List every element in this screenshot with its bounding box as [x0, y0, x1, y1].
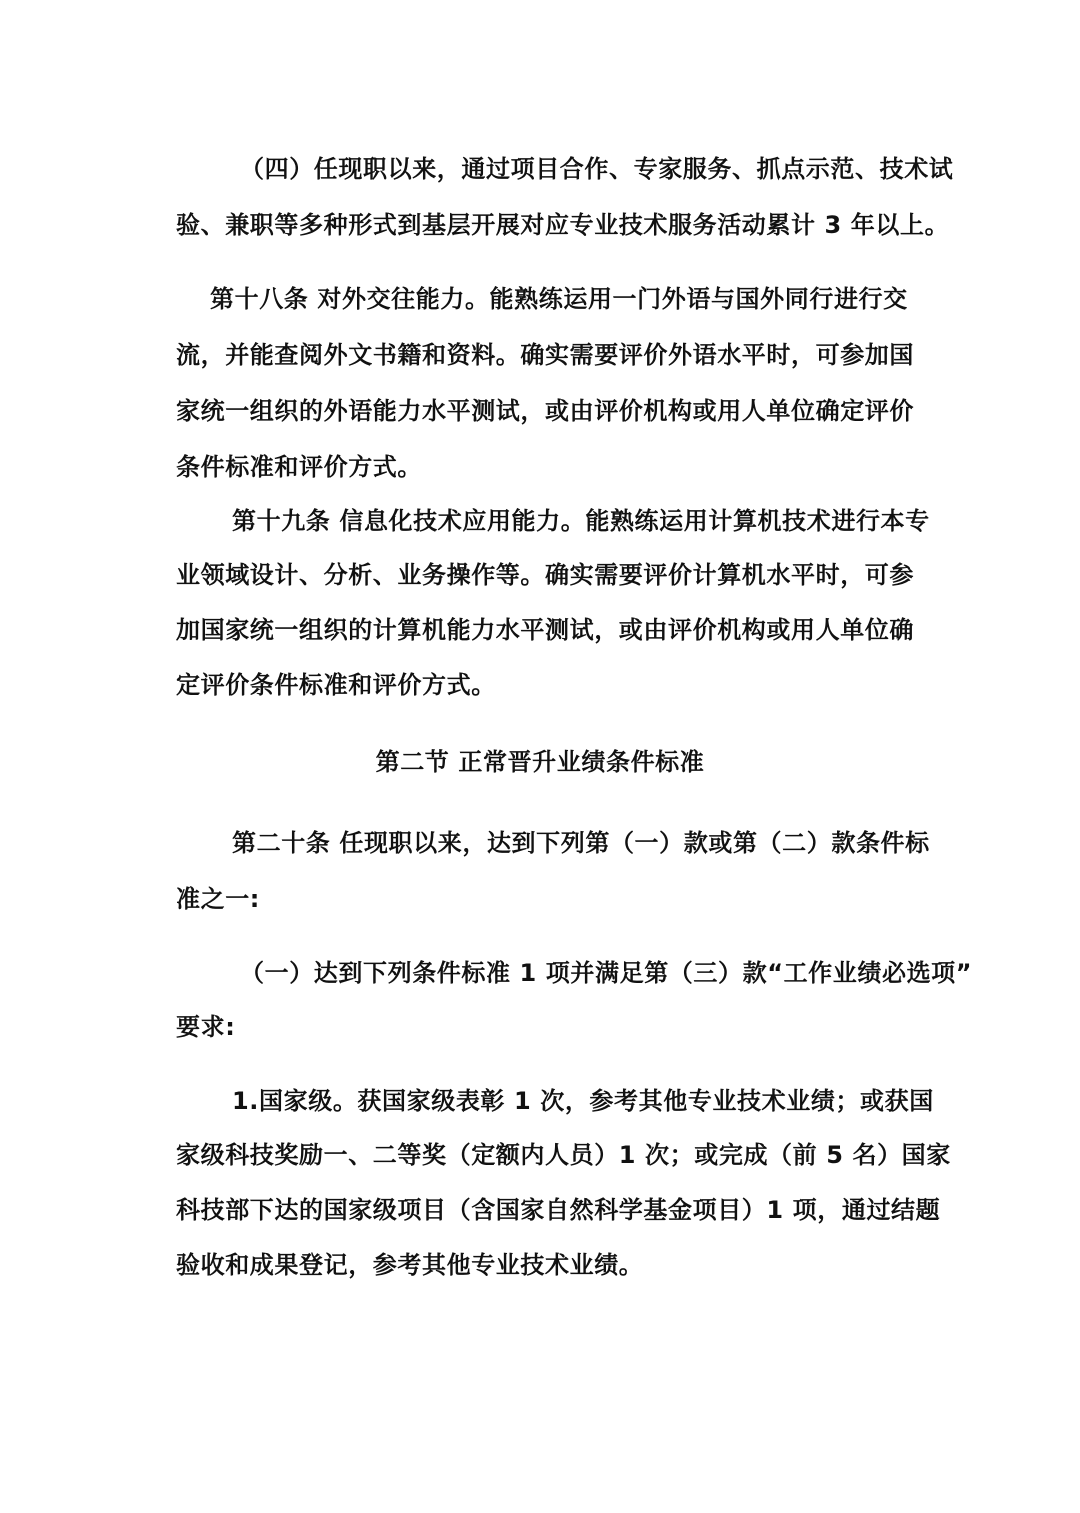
article-18-line-3: 家统一组织的外语能力水平测试，或由评价机构或用人单位确定评价: [176, 397, 914, 425]
article-18-line-2: 流，并能查阅外文书籍和资料。确实需要评价外语水平时，可参加国: [176, 341, 914, 369]
para-1-line-1: （四）任现职以来，通过项目合作、专家服务、抓点示范、技术试: [240, 155, 954, 183]
article-19-line-3: 加国家统一组织的计算机能力水平测试，或由评价机构或用人单位确: [176, 616, 914, 644]
clause-1-line-2: 要求:: [176, 1013, 236, 1041]
item-1-line-2: 家级科技奖励一、二等奖（定额内人员）1 次；或完成（前 5 名）国家: [176, 1141, 951, 1169]
clause-1-line-1: （一）达到下列条件标准 1 项并满足第（三）款“工作业绩必选项”: [240, 959, 973, 987]
article-19-line-4: 定评价条件标准和评价方式。: [176, 671, 496, 699]
section-heading: 第二节 正常晋升业绩条件标准: [375, 748, 705, 776]
article-18-line-4: 条件标准和评价方式。: [176, 453, 422, 481]
article-18-line-1: 第十八条 对外交往能力。能熟练运用一门外语与国外同行进行交: [210, 285, 908, 313]
item-1-line-3: 科技部下达的国家级项目（含国家自然科学基金项目）1 项，通过结题: [176, 1196, 941, 1224]
para-1-line-2: 验、兼职等多种形式到基层开展对应专业技术服务活动累计 3 年以上。: [176, 211, 950, 239]
article-19-line-1: 第十九条 信息化技术应用能力。能熟练运用计算机技术进行本专: [232, 507, 930, 535]
item-1-line-4: 验收和成果登记，参考其他专业技术业绩。: [176, 1251, 644, 1279]
article-19-line-2: 业领域设计、分析、业务操作等。确实需要评价计算机水平时，可参: [176, 561, 914, 589]
item-1-line-1: 1.国家级。获国家级表彰 1 次，参考其他专业技术业绩；或获国: [232, 1087, 934, 1115]
article-20-line-1: 第二十条 任现职以来，达到下列第（一）款或第（二）款条件标: [232, 829, 930, 857]
article-20-line-2: 准之一:: [176, 885, 260, 913]
